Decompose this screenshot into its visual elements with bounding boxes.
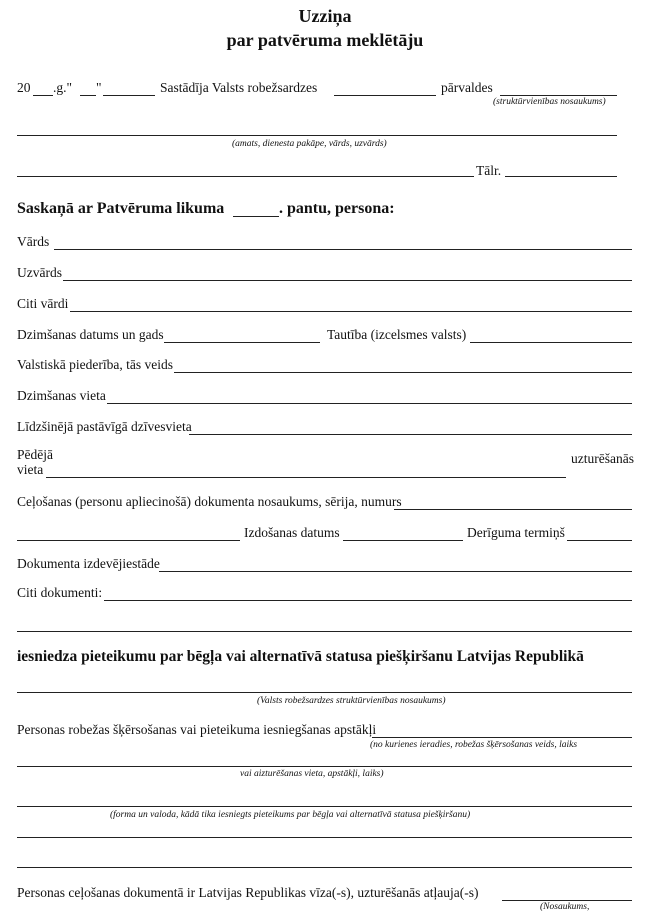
birth-date-line[interactable]	[164, 342, 320, 343]
first-name-line[interactable]	[54, 249, 632, 250]
circumstances-hint-2: vai aizturēšanas vieta, apstākļi, laiks)	[240, 769, 384, 779]
month-line[interactable]	[103, 95, 155, 96]
previous-residence-label: Līdzšinējā pastāvīgā dzīvesvieta	[17, 419, 192, 434]
department-label: pārvaldes	[441, 80, 493, 95]
last-name-line[interactable]	[63, 280, 632, 281]
phone-label: Tālr.	[476, 163, 502, 178]
issue-date-line[interactable]	[343, 540, 463, 541]
blank-line-1[interactable]	[17, 837, 632, 838]
application-heading: iesniedza pieteikumu par bēgļa vai alternatīvā statusa piešķiršanu Latvijas Republikā	[17, 648, 584, 665]
other-docs-line[interactable]	[104, 600, 632, 601]
visa-label: Personas ceļošanas dokumentā ir Latvijas Republikas vīza(-s), uzturēšanās atļauja(-s)	[17, 885, 479, 900]
other-docs-line-2[interactable]	[17, 631, 632, 632]
issue-date-label: Izdošanas datums	[244, 525, 340, 540]
validity-line[interactable]	[567, 540, 632, 541]
circumstances-line[interactable]	[372, 737, 632, 738]
first-name-label: Vārds	[17, 234, 50, 249]
year-prefix: 20	[17, 80, 31, 95]
other-names-label: Citi vārdi	[17, 296, 69, 311]
phone-prefix-line[interactable]	[17, 176, 474, 177]
day-line[interactable]	[80, 95, 96, 96]
law-article-line[interactable]	[233, 216, 279, 217]
form-language-hint: (forma un valoda, kādā tika iesniegts pieteikums par bēgļa vai alternatīvā statusa piešķiršanu)	[110, 810, 471, 820]
issuer-line[interactable]	[159, 571, 632, 572]
last-stay-label-2: uzturēšanās	[571, 451, 634, 466]
circumstances-label: Personas robežas šķērsošanas vai pieteikuma iesniegšanas apstākļi	[17, 722, 377, 737]
travel-doc-label: Ceļošanas (personu apliecinošā) dokumenta nosaukums, sērija, numurs	[17, 494, 402, 509]
last-stay-label-3: vieta	[17, 462, 44, 477]
officer-line[interactable]	[17, 135, 617, 136]
unit-line[interactable]	[17, 692, 632, 693]
other-names-line[interactable]	[70, 311, 632, 312]
blank-line-2[interactable]	[17, 867, 632, 868]
document-title: Uzziņa	[298, 6, 352, 26]
visa-line[interactable]	[502, 900, 632, 901]
compiled-by-line[interactable]	[334, 95, 436, 96]
unit-hint: (Valsts robežsardzes struktūrvienības nosaukums)	[257, 696, 446, 706]
travel-doc-line-2[interactable]	[17, 540, 240, 541]
validity-label: Derīguma termiņš	[467, 525, 565, 540]
circumstances-hint-1: (no kurienes ieradies, robežas šķērsošanas veids, laiks	[370, 740, 578, 750]
citizenship-label: Valstiskā piederība, tās veids	[17, 357, 173, 372]
nationality-line[interactable]	[470, 342, 632, 343]
year-line[interactable]	[33, 95, 53, 96]
department-hint: (struktūrvienības nosaukums)	[493, 97, 606, 107]
last-stay-label-1: Pēdējā	[17, 447, 53, 462]
birth-place-label: Dzimšanas vieta	[17, 388, 106, 403]
last-stay-line[interactable]	[46, 477, 566, 478]
travel-doc-line[interactable]	[394, 509, 632, 510]
other-docs-label: Citi dokumenti:	[17, 585, 103, 600]
last-name-label: Uzvārds	[17, 265, 62, 280]
officer-hint: (amats, dienesta pakāpe, vārds, uzvārds)	[232, 139, 387, 149]
intro-text-1: Saskaņā ar Patvēruma likuma	[17, 200, 225, 217]
visa-hint: (Nosaukums,	[540, 902, 590, 912]
form-language-line[interactable]	[17, 806, 632, 807]
intro-text-2: . pantu, persona:	[279, 200, 395, 217]
birth-date-label: Dzimšanas datums un gads	[17, 327, 164, 342]
previous-residence-line[interactable]	[189, 434, 632, 435]
birth-place-line[interactable]	[107, 403, 632, 404]
citizenship-line[interactable]	[174, 372, 632, 373]
year-suffix: .g."	[53, 80, 73, 95]
day-close-quote: "	[96, 80, 102, 95]
compiled-by-label: Sastādīja Valsts robežsardzes	[160, 80, 318, 95]
phone-line[interactable]	[505, 176, 617, 177]
document-subtitle: par patvēruma meklētāju	[226, 30, 424, 50]
circumstances-line-2[interactable]	[17, 766, 632, 767]
nationality-label: Tautība (izcelsmes valsts)	[327, 327, 467, 342]
department-line[interactable]	[500, 95, 617, 96]
issuer-label: Dokumenta izdevējiestāde	[17, 556, 160, 571]
